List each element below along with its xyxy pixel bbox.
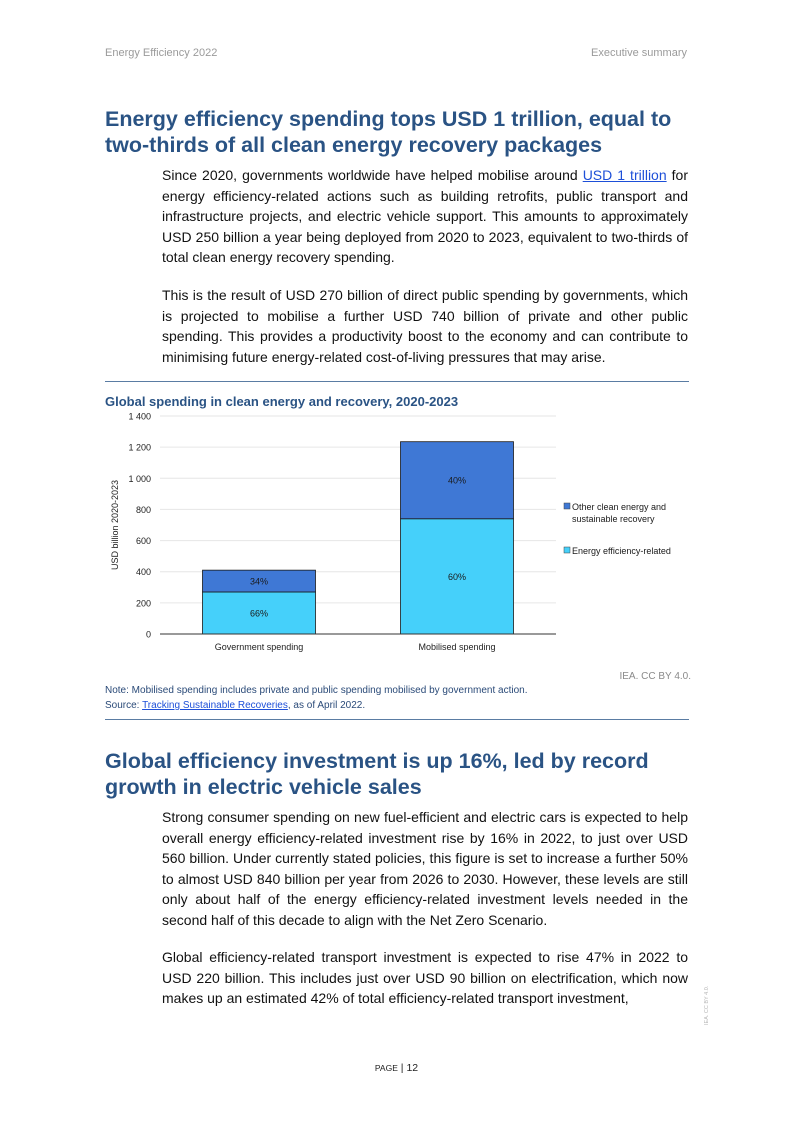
paragraph-spending-intro xyxy=(162,165,688,268)
y-tick-label: 800 xyxy=(135,504,151,515)
bar-data-label: 40% xyxy=(447,475,467,486)
source-suffix: , as of April 2022. xyxy=(287,700,366,711)
y-tick-label: 600 xyxy=(135,536,151,547)
legend-label: sustainable recovery xyxy=(572,514,655,524)
paragraph-transport: Global efficiency-related transport investment is expected to rise 47% in 2022 to USD 220 billion. This includes just over USD 90 billion on electrification, which now makes up an estimated 42% of total efficiency-related transport investment, xyxy=(162,949,688,1006)
section-heading-spending: Energy efficiency spending tops USD 1 trillion, equal to two-thirds of all clean energy recovery packages xyxy=(105,107,672,157)
paragraph-text: for energy efficiency-related actions such as building retrofits, public transport and infrastructure projects, and electric vehicle support. This amounts to approximately USD 250 billion a year being deployed from 2020 to 2023, equivalent to two-thirds of total clean energy recovery spending. xyxy=(162,167,688,265)
x-tick-label: Government spending xyxy=(214,642,304,652)
figure-top-rule xyxy=(105,381,689,382)
paragraph-investment: Strong consumer spending on new fuel-efficient and electric cars is expected to help overall energy efficiency-related investment rise by 16% in 2022, to just over USD 560 billion. Under currently stated policies, this figure is set to increase a further 50% to almost USD 840 billion per year from 2026 to 2030. However, these levels are still only about half of the energy efficiency-related investment levels needed in the second half of this decade to align with the Net Zero Scenario. xyxy=(162,809,688,928)
bar-data-label: 34% xyxy=(249,576,269,587)
page-separator: | xyxy=(397,1062,407,1074)
figure-source xyxy=(105,700,365,711)
y-tick-label: 1 200 xyxy=(128,442,151,453)
figure-note: Note: Mobilised spending includes private and public spending mobilised by government action. xyxy=(105,685,528,696)
running-header-section: Executive summary xyxy=(591,47,687,59)
running-header-title: Energy Efficiency 2022 xyxy=(105,47,218,59)
bar-data-label: 60% xyxy=(447,571,467,582)
page-word: PAGE xyxy=(374,1063,398,1073)
y-tick-label: 1 400 xyxy=(128,411,151,422)
side-credit: IEA. CC BY 4.0. xyxy=(704,985,710,1025)
page-number: 12 xyxy=(406,1062,419,1074)
legend-label: Energy efficiency-related xyxy=(572,546,671,556)
y-tick-label: 200 xyxy=(135,598,151,609)
legend-swatch xyxy=(564,547,570,553)
x-tick-label: Mobilised spending xyxy=(418,642,496,652)
y-tick-label: 0 xyxy=(145,629,151,640)
page-footer xyxy=(0,1062,793,1074)
paragraph-spending-result: This is the result of USD 270 billion of direct public spending by governments, which is projected to mobilise a further USD 740 billion of private and other public spending. This provides a productivity boost to the economy and can contribute to minimising future energy-related cost-of-living pressures that may arise. xyxy=(162,287,688,365)
section-heading-investment: Global efficiency investment is up 16%, led by record growth in electric vehicle sales xyxy=(105,749,649,799)
legend-label: Other clean energy and xyxy=(572,502,667,512)
figure-credit: IEA. CC BY 4.0. xyxy=(619,671,691,682)
tracking-sustainable-recoveries-link[interactable]: Tracking Sustainable Recoveries xyxy=(142,700,288,711)
paragraph-text: Since 2020, governments worldwide have helped mobilise around xyxy=(162,167,583,183)
usd-1-trillion-link[interactable]: USD 1 trillion xyxy=(582,167,667,183)
y-tick-label: 400 xyxy=(135,567,151,578)
legend-swatch xyxy=(564,503,570,509)
y-axis-label: USD billion 2020-2023 xyxy=(110,479,120,571)
figure-bottom-rule xyxy=(105,719,689,720)
source-prefix: Source: xyxy=(105,700,143,711)
bar-data-label: 66% xyxy=(249,608,269,619)
spending-chart xyxy=(105,408,695,663)
chart-title: Global spending in clean energy and recovery, 2020-2023 xyxy=(105,394,459,409)
y-tick-label: 1 000 xyxy=(128,473,151,484)
